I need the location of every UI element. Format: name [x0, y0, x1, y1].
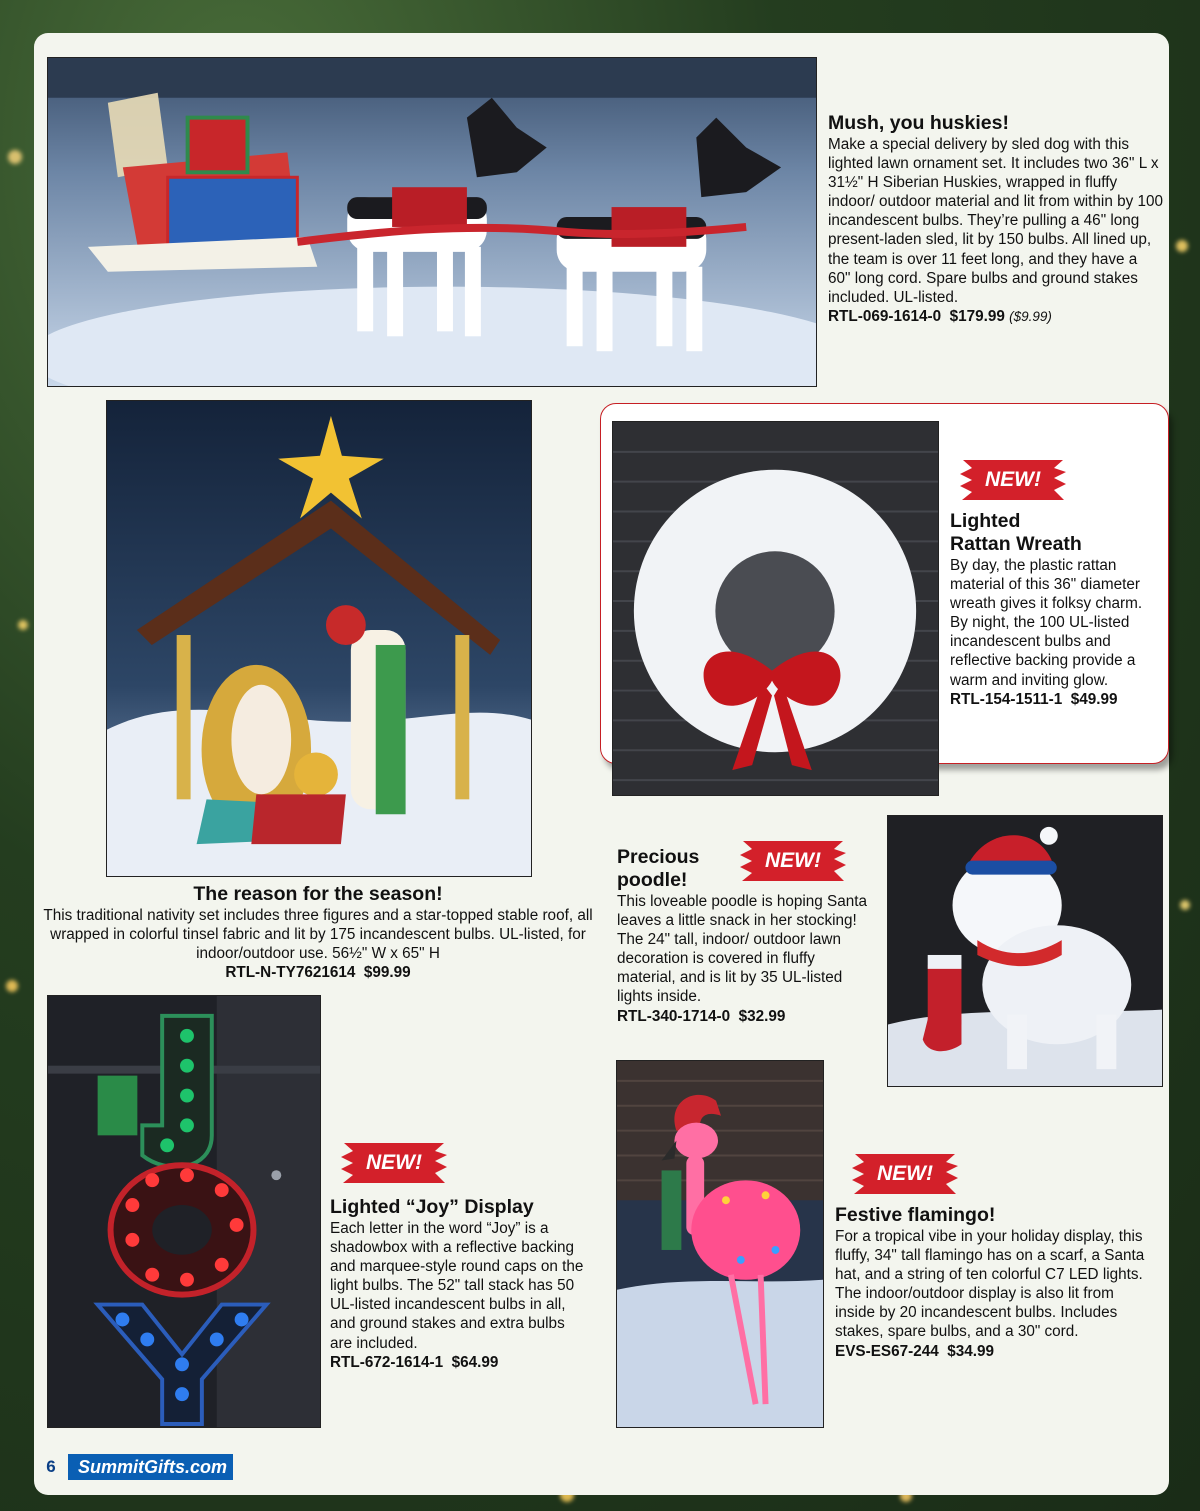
background-light [1180, 900, 1190, 910]
page-footer [34, 1454, 233, 1480]
joy-display-photo [47, 995, 321, 1428]
nativity-photo [106, 400, 532, 877]
joy-price: $64.99 [451, 1353, 499, 1371]
joy-sku: RTL-672-1614-1 [330, 1353, 444, 1371]
nativity-description: This traditional nativity set includes three figures and a star-topped stable roof, all wrapped in colorful tinsel fabric and lit by 175 incandescent bulbs. UL-listed, for indoor/outdoor use. 56½" W x 65" H [43, 907, 593, 963]
flamingo-sku-line [835, 1342, 1155, 1361]
flamingo-price: $34.99 [947, 1342, 995, 1360]
flamingo-description: For a tropical vibe in your holiday display, this fluffy, 34" tall flamingo has on a scarf, a Santa hat, and a string of ten colorful C7 LED lights. The indoor/outdoor display is also lit from inside by 20 incandescent bulbs. Includes stakes, spare bulbs, and a 30" cord. [835, 1228, 1145, 1341]
huskies-text [828, 112, 1163, 326]
poodle-title-line1: Precious [617, 846, 700, 868]
joy-new-badge [339, 1141, 449, 1185]
background-light [6, 980, 18, 992]
new-badge-text: NEW! [985, 468, 1041, 491]
background-light [1176, 240, 1188, 252]
huskies-sku-line [828, 307, 1163, 326]
huskies-description: Make a special delivery by sled dog with this lighted lawn ornament set. It includes two 36" L x 31½" H Siberian Huskies, wrapped in fluffy indoor/ outdoor material and lit from within by 100 incandescent bulbs. They’re pulling a 46" long present-laden sled, lit by 150 bulbs. All lined up, the team is over 11 feet long, and they have a 60" long cord. Spare bulbs and ground stakes included. UL-listed. [828, 136, 1164, 306]
flamingo-photo [616, 1060, 824, 1428]
wreath-sku-line [950, 690, 1160, 709]
flamingo-text [835, 1204, 1155, 1361]
huskies-sled-photo [47, 57, 817, 387]
new-badge-text: NEW! [366, 1151, 422, 1174]
wreath-sku: RTL-154-1511-1 [950, 690, 1063, 708]
poodle-text [617, 846, 877, 1026]
flamingo-new-badge [850, 1152, 960, 1196]
nativity-text [40, 883, 596, 982]
huskies-title: Mush, you huskies! [828, 112, 1009, 134]
poodle-sku: RTL-340-1714-0 [617, 1007, 731, 1025]
wreath-description: By day, the plastic rattan material of this 36" diameter wreath gives it folksy charm. By night, the 100 UL-listed incandescent bulbs and reflective backing provide a warm and inviting glow. [950, 557, 1143, 689]
joy-description: Each letter in the word “Joy” is a shadowbox with a reflective backing and marquee-style round caps on the light bulbs. The 52" tall stack has 50 UL-listed incandescent bulbs in all, and ground stakes and extra bulbs are included. [330, 1220, 584, 1352]
nativity-sku: RTL-N-TY7621614 [225, 964, 356, 982]
wreath-text [950, 510, 1160, 709]
poodle-title-line2: poodle! [617, 869, 688, 891]
joy-text [330, 1196, 590, 1372]
huskies-sku: RTL-069-1614-0 [828, 307, 942, 325]
nativity-sku-line [40, 963, 596, 982]
wreath-new-badge [958, 458, 1068, 502]
poodle-description: This loveable poodle is hoping Santa leaves a little snack in her stocking! The 24" tall, indoor/ outdoor lawn decoration is covered in fluffy material, and is lit by 35 UL-listed lights inside. [617, 893, 868, 1006]
joy-sku-line [330, 1353, 590, 1372]
wreath-title-line1: Lighted [950, 510, 1021, 532]
flamingo-sku: EVS-ES67-244 [835, 1342, 939, 1360]
wreath-price: $49.99 [1070, 690, 1118, 708]
poodle-photo [887, 815, 1163, 1087]
poodle-price: $32.99 [738, 1007, 786, 1025]
flamingo-title: Festive flamingo! [835, 1204, 996, 1226]
poodle-sku-line [617, 1007, 877, 1026]
nativity-title: The reason for the season! [193, 883, 443, 905]
new-badge-text: NEW! [877, 1162, 933, 1185]
new-badge-text: NEW! [765, 849, 821, 872]
nativity-price: $99.99 [363, 964, 411, 982]
huskies-extra-price: ($9.99) [1009, 308, 1052, 324]
website-link[interactable]: SummitGifts.com [68, 1454, 233, 1480]
huskies-price: $179.99 [949, 307, 1005, 325]
wreath-title-line2: Rattan Wreath [950, 533, 1082, 555]
joy-title: Lighted “Joy” Display [330, 1196, 534, 1218]
background-light [18, 620, 28, 630]
wreath-photo [612, 421, 939, 796]
background-light [8, 150, 22, 164]
page-number: 6 [34, 1454, 68, 1480]
